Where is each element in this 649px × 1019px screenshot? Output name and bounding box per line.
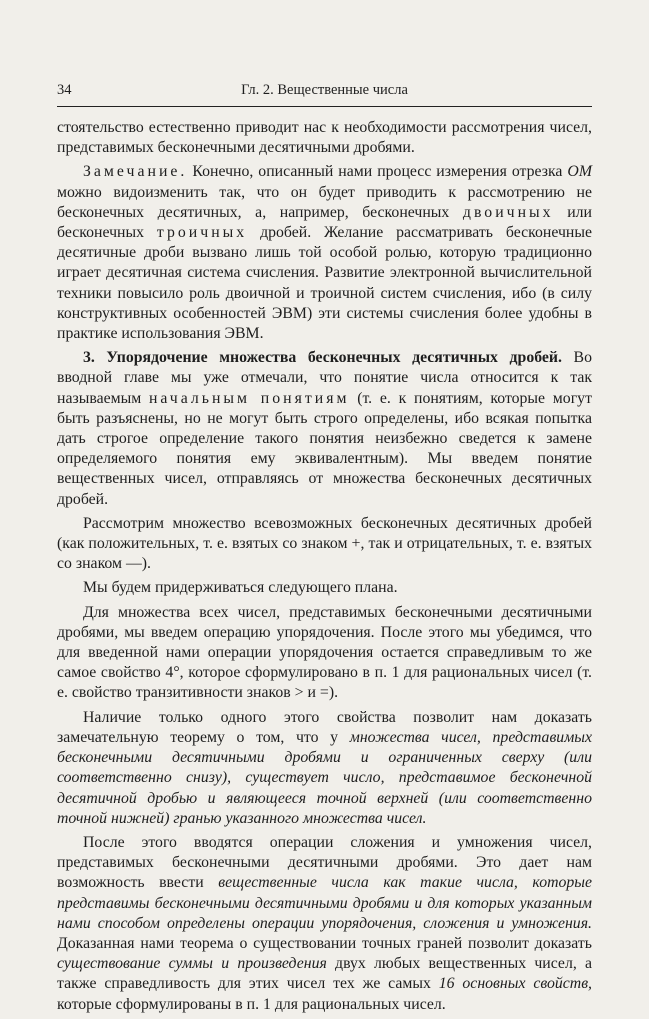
paragraph-remark: Замечание. Конечно, описанный нами процесс измерения отрезка ОМ можно видоизменить так, что он будет приводить к рассмотрению не бесконечных десятичных, а, например, бесконечных двоичных или бесконечных троичных дробей. Желание рассматривать бесконечные десятичные дроби вызвано лишь той особой ролью, которую традиционно играет десятичная система счисления. Развитие электронной вычислительной техники повысило роль двоичной и троичной систем счисления, ибо (в силу конструктивных особенностей ЭВМ) эти системы счисления более удобны в практике использования ЭВМ. <box>57 163 592 343</box>
emph-sum-product: существование суммы и произведения <box>57 955 327 973</box>
theorem-statement: множества чисел, представимых бесконечными десятичными дробями и ограниченных сверху (или соответственно снизу), существует число, представимое бесконечной десятичной дробью и являющееся точной верхней (или соответственно точной нижней) гранью указанного множества чисел. <box>57 728 592 827</box>
page-number: 34 <box>57 82 72 98</box>
paragraph-theorem: Наличие только одного этого свойства позволит нам доказать замечательную теорему о том, что у множества чисел, представимых бесконечными десятичными дробями и ограниченных сверху (или соответственно снизу), существует число, представимое бесконечной десятичной дробью и являющееся точной верхней (или соответственно точной нижней) гранью указанного множества чисел. <box>57 708 592 827</box>
running-title: Гл. 2. Вещественные числа <box>241 82 408 98</box>
paragraph-ordering: Для множества всех чисел, представимых бесконечными десятичными дробями, мы введем операцию упорядочения. После этого мы убедимся, что для введенной нами операции упорядочения остается справедливым то же самое свойство 4°, которое сформулировано в п. 1 для рациональных чисел (т. е. свойство транзитивности знаков > и =). <box>57 603 592 702</box>
header-rule <box>57 106 592 107</box>
section-heading: 3. Упорядочение множества бесконечных десятичных дробей. <box>83 349 562 367</box>
remark-label: Замечание. <box>83 163 188 181</box>
paragraph-plan: Мы будем придерживаться следующего плана. <box>83 579 398 597</box>
section-3-paragraph: 3. Упорядочение множества бесконечных десятичных дробей. Во вводной главе мы уже отмечали, что понятие числа относится к так называемым начальным понятиям (т. е. к понятиям, которые могут быть разъяснены, но не могут быть строго определены, ибо всякая попытка дать строгое определение такого понятия неизбежно сведется к замене определяемого понятия ему эквивалентным). Мы введем понятие вещественных чисел, отправляясь от множества бесконечных десятичных дробей. <box>57 349 592 508</box>
paragraph-consider: Рассмотрим множество всевозможных бесконечных десятичных дробей (как положительных, т. е. взятых со знаком +, так и отрицательных, т. е. взятых со знаком —). <box>57 514 592 573</box>
emph-ternary: троичных <box>156 224 248 242</box>
definition-real-numbers: вещественные числа как такие числа, которые представимы бесконечными десятичными дробями и для которых указанным нами способом определены операции упорядочения, сложения и умножения. <box>57 874 593 932</box>
emph-16-properties: 16 основных свойств, <box>438 975 592 993</box>
paragraph-continuation: стоятельство естественно приводит нас к необходимости рассмотрения чисел, представимых бесконечными десятичными дробями. <box>57 119 592 157</box>
segment-name: ОМ <box>567 163 592 181</box>
paragraph-operations: После этого вводятся операции сложения и умножения чисел, представимых бесконечными десятичными дробями. Это дает нам возможность ввести вещественные числа как такие числа, которые представимы бесконечными десятичными дробями и для которых указанным нами способом определены операции упорядочения, сложения и умножения. Доказанная нами теорема о существовании точных граней позволит доказать существование суммы и произведения двух любых вещественных чисел, а также справедливость для этих чисел тех же самых 16 основных свойств, которые сформулированы в п. 1 для рациональных чисел. <box>57 833 593 1013</box>
emph-initial-concepts: начальным понятиям <box>148 389 350 407</box>
emph-binary: двоичных <box>462 203 554 221</box>
page-body <box>57 118 592 1019</box>
